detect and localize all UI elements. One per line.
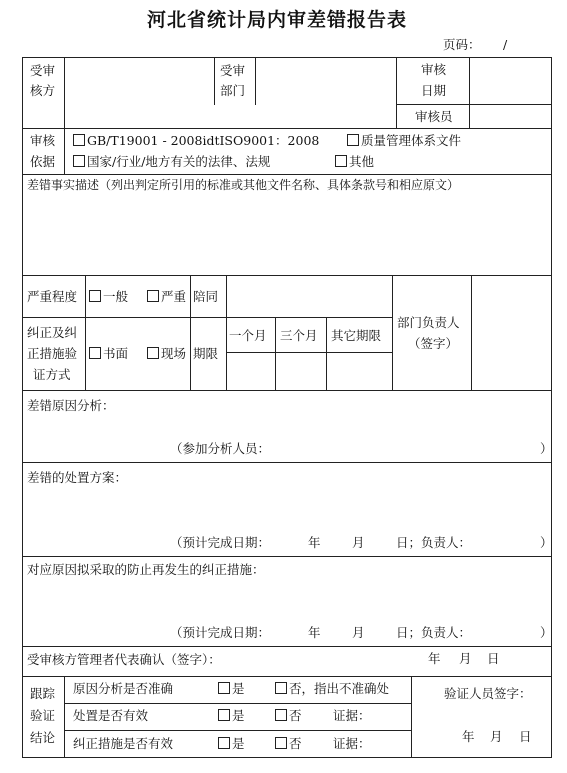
option-no[interactable]: 否 [275,708,302,724]
checkbox-icon[interactable] [218,709,230,721]
auditor-label: 审核员 [415,109,453,124]
row-divider [22,275,552,276]
row-divider [226,352,392,353]
option-no-point-out-inaccuracy[interactable]: 否，指出不准确处 [275,681,389,697]
checkbox-icon[interactable] [275,682,287,694]
checkbox-icon[interactable] [335,155,347,167]
followup-conclusion-label-line3: 结论 [30,730,56,745]
audited-dept-label: 受审 [220,63,246,78]
checkbox-icon[interactable] [89,290,101,302]
basis-option-other[interactable]: 其他 [335,154,374,170]
col-divider [326,317,327,391]
col-divider [392,275,393,391]
page-number-separator: / [503,37,508,52]
audit-basis-label: 审核 [30,133,56,148]
col-divider [64,676,65,758]
col-divider [214,57,215,105]
severity-option-general[interactable]: 一般 [89,289,128,305]
year-label: 年 [308,625,321,640]
row-divider [22,676,552,677]
auditee-label-line2: 核方 [30,83,56,98]
col-divider [275,317,276,391]
form-title: 河北省统计局内审差错报告表 [147,9,408,31]
audit-date-label: 审核 [421,62,447,77]
checkbox-icon[interactable] [73,134,85,146]
error-description-label: 差错事实描述（列出判定所引用的标准或其他文件名称、具体条款号和相应原文） [27,178,460,192]
col-divider [396,57,397,129]
followup-conclusion-label: 跟踪 [30,686,56,701]
severity-label: 严重程度 [27,289,78,304]
col-divider [64,128,65,175]
row-divider [64,730,411,731]
deadline-one-month: 一个月 [229,328,267,343]
checkbox-icon[interactable] [147,347,159,359]
management-rep-confirm-label: 受审核方管理者代表确认（签字）： [27,652,221,667]
option-no[interactable]: 否 [275,736,302,752]
option-yes[interactable]: 是 [218,708,245,724]
col-divider [64,57,65,129]
col-divider [469,57,470,129]
checkbox-icon[interactable] [275,709,287,721]
col-divider [411,676,412,758]
table-border-left [22,57,23,758]
row-divider [22,317,392,318]
checkbox-icon[interactable] [147,290,159,302]
verification-method-label: 纠正及纠 [27,325,78,340]
row-divider [22,646,552,647]
checkbox-icon[interactable] [218,737,230,749]
verification-method-label-line2: 正措施验 [27,346,78,361]
table-border-bottom [22,757,552,758]
deadline-label: 期限 [193,346,219,361]
dept-head-label: 部门负责人 [397,315,460,330]
month-label: 月 [459,651,472,666]
day-responsible-label: 日；负责人： [396,625,472,640]
severity-option-serious[interactable]: 严重 [147,289,186,305]
auditee-label: 受审 [30,63,56,78]
deadline-other: 其它期限 [331,328,382,343]
page-number-label: 页码： [443,37,481,52]
basis-option-gb-t19001[interactable]: GB/T19001 - 2008idtISO9001：2008 [73,133,319,149]
month-label: 月 [352,535,365,550]
audit-date-label-line2: 日期 [421,83,447,98]
deadline-three-months: 三个月 [280,328,318,343]
day-responsible-label: 日；负责人： [396,535,472,550]
row-divider [22,174,552,175]
month-label: 月 [490,729,503,744]
checkbox-icon[interactable] [218,682,230,694]
basis-option-qms-documents[interactable]: 质量管理体系文件 [347,133,461,149]
audited-dept-label-line2: 部门 [220,83,246,98]
corrective-actions-label: 对应原因拟采取的防止再发生的纠正措施： [27,562,265,577]
row-divider [64,703,411,704]
year-label: 年 [308,535,321,550]
closing-paren: ） [540,535,553,550]
evidence-label: 证据： [333,708,371,723]
table-border-top [22,57,552,58]
closing-paren: ） [540,625,553,640]
table-border-right [551,57,552,758]
checkbox-icon[interactable] [89,347,101,359]
row-divider [22,556,552,557]
day-label: 日 [519,729,532,744]
day-label: 日 [487,651,500,666]
dept-head-signature-label: （签字） [408,336,459,351]
q-corrective-effective: 纠正措施是否有效 [73,736,174,751]
col-divider [190,275,191,391]
year-label: 年 [428,651,441,666]
month-label: 月 [352,625,365,640]
row-divider [396,104,552,105]
accompany-label: 陪同 [193,289,219,304]
option-yes[interactable]: 是 [218,681,245,697]
year-label: 年 [462,729,475,744]
col-divider [226,275,227,391]
evidence-label: 证据： [333,736,371,751]
col-divider [85,275,86,391]
q-cause-analysis-accurate: 原因分析是否准确 [73,681,174,696]
cause-analysis-label: 差错原因分析： [27,398,115,413]
expected-completion-date-label: （预计完成日期： [170,535,271,550]
checkbox-icon[interactable] [347,134,359,146]
analysis-participants-label: （参加分析人员： [170,441,271,456]
option-yes[interactable]: 是 [218,736,245,752]
verification-method-label-line3: 证方式 [33,367,71,382]
verifier-signature-label: 验证人员签字： [444,686,532,701]
row-divider [22,128,552,129]
verification-option-onsite[interactable]: 现场 [147,346,186,362]
audit-basis-label-line2: 依据 [30,154,56,169]
checkbox-icon[interactable] [73,155,85,167]
row-divider [22,462,552,463]
col-divider [255,57,256,105]
basis-option-laws-regulations[interactable]: 国家/行业/地方有关的法律、法规 [73,154,270,170]
followup-conclusion-label-line2: 验证 [30,708,56,723]
checkbox-icon[interactable] [275,737,287,749]
row-divider [22,390,552,391]
disposal-plan-label: 差错的处置方案： [27,470,128,485]
expected-completion-date-label: （预计完成日期： [170,625,271,640]
q-disposal-effective: 处置是否有效 [73,708,149,723]
closing-paren: ） [540,441,553,456]
col-divider [471,275,472,391]
verification-option-written[interactable]: 书面 [89,346,128,362]
